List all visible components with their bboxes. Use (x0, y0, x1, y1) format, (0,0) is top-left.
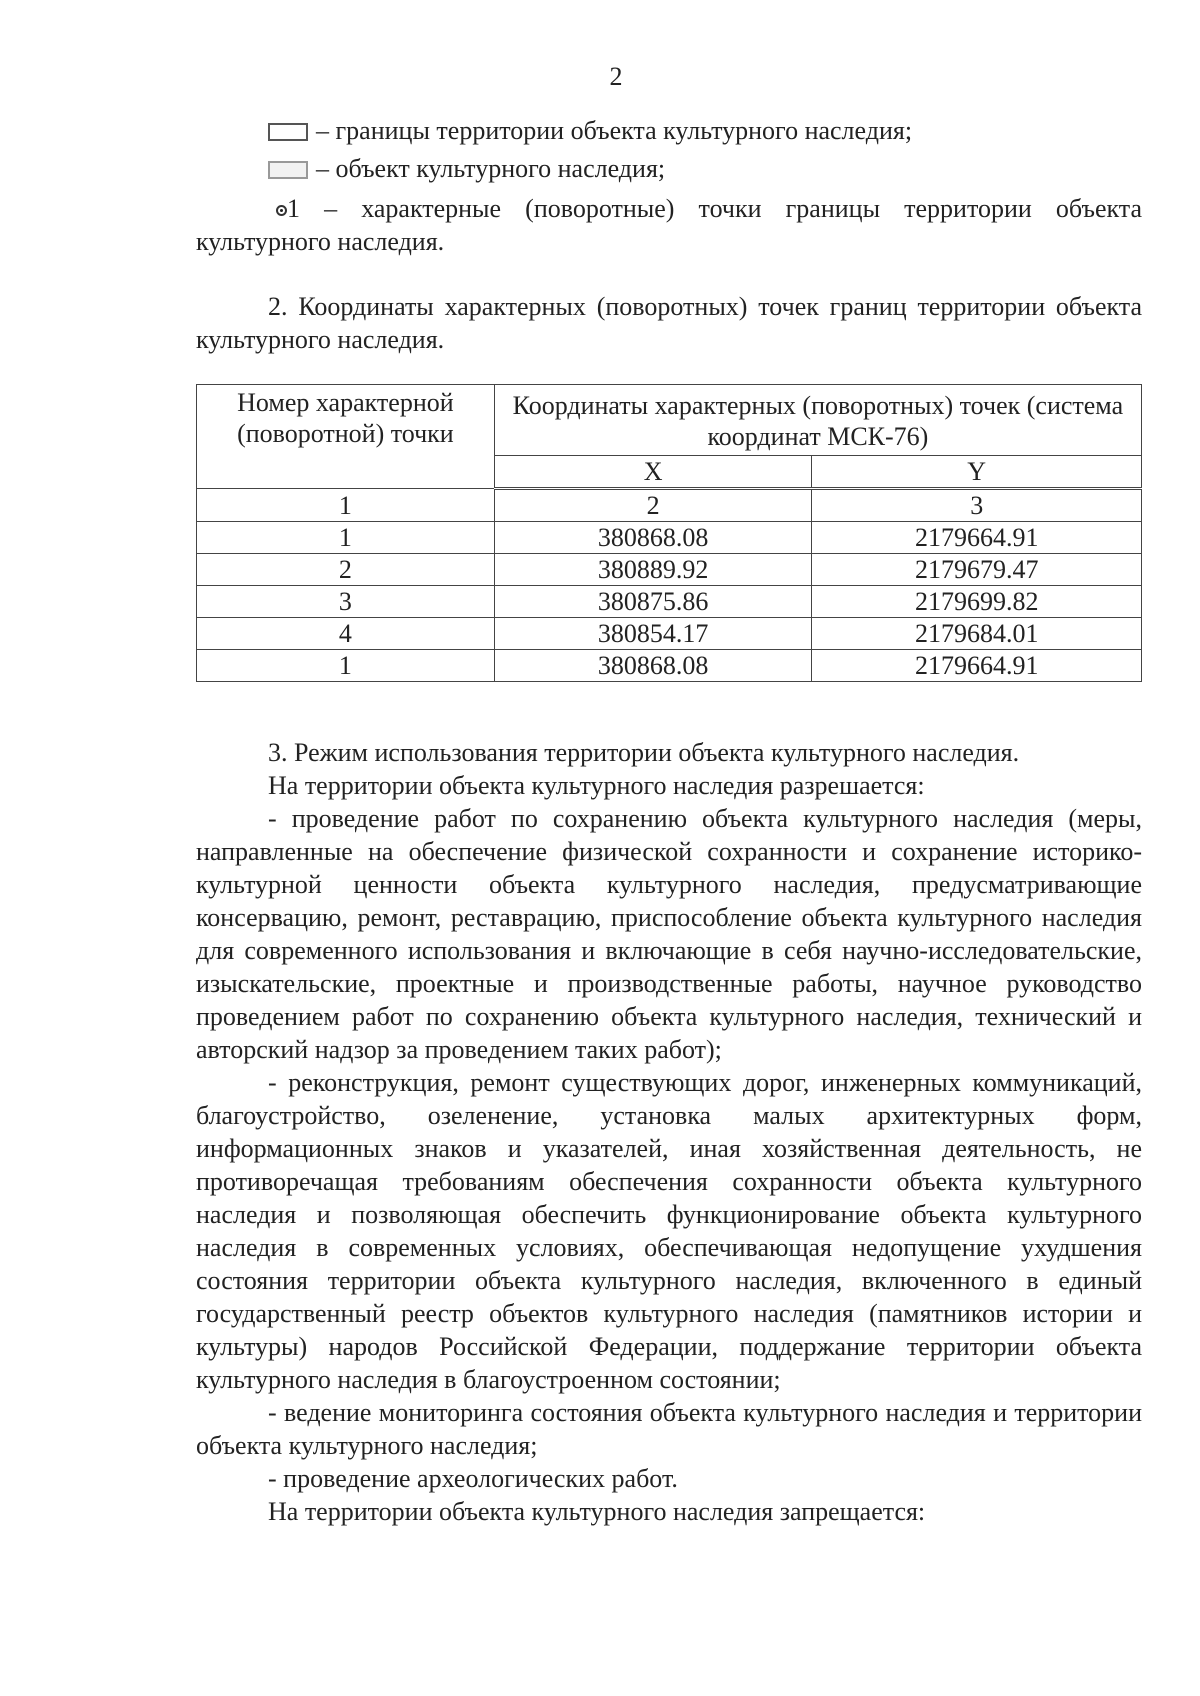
x-coordinate-cell: 380889.92 (494, 554, 812, 586)
x-coordinate-cell: 380875.86 (494, 586, 812, 618)
forbidden-intro: На территории объекта культурного наследия запрещается: (268, 1497, 926, 1526)
allowed-item: - проведение археологических работ. (268, 1464, 678, 1493)
section-3-heading: 3. Режим использования территории объекта культурного наследия. (268, 738, 1020, 767)
y-coordinate-cell: 2179684.01 (812, 618, 1142, 650)
section-2-heading: 2. Координаты характерных (поворотных) точек границ территории объекта культурного наследия. (196, 292, 1142, 354)
legend-boundary (196, 114, 1142, 147)
y-coordinate-cell: 2179664.91 (812, 650, 1142, 682)
allowed-item: - ведение мониторинга состояния объекта культурного наследия и территории объекта культурного наследия; (196, 1398, 1142, 1460)
point-number-cell: 2 (197, 554, 495, 586)
table-numbering-row (197, 489, 1142, 522)
table-row (197, 618, 1142, 650)
x-coordinate-cell: 380868.08 (494, 650, 812, 682)
col-header-x: X (494, 456, 812, 489)
legend-point-text: – характерные (поворотные) точки границы территории объекта культурного наследия. (196, 194, 1142, 256)
table-cell: 3 (812, 489, 1142, 522)
y-coordinate-cell: 2179679.47 (812, 554, 1142, 586)
table-row (197, 586, 1142, 618)
x-coordinate-cell: 380854.17 (494, 618, 812, 650)
object-swatch-icon (268, 161, 308, 179)
point-number-cell: 1 (197, 522, 495, 554)
x-coordinate-cell: 380868.08 (494, 522, 812, 554)
legend-point (196, 192, 1142, 258)
allowed-item: - проведение работ по сохранению объекта культурного наследия (меры, направленные на обеспечение физической сохранности и сохранение историко-культурной ценности объекта культурного наследия, предусматривающие консервацию, ремонт, реставрацию, приспособление объекта культурного наследия для современного использования и включающие в себя научно-исследовательские, изыскательские, проектные и производственные работы, научное руководство проведением работ по сохранению объекта культурного наследия, технический и авторский надзор за проведением таких работ); (196, 804, 1142, 1064)
table-cell: 2 (494, 489, 812, 522)
legend-object-text: – объект культурного наследия; (316, 154, 666, 183)
table-cell: 1 (197, 489, 495, 522)
col-header-point-number: Номер характерной (поворотной) точки (197, 385, 495, 489)
point-number-cell: 4 (197, 618, 495, 650)
table-row (197, 650, 1142, 682)
section-3 (196, 736, 1142, 1528)
point-number-cell: 1 (197, 650, 495, 682)
table-row (197, 554, 1142, 586)
boundary-swatch-icon (268, 123, 308, 141)
y-coordinate-cell: 2179664.91 (812, 522, 1142, 554)
legend-point-label: 1 (287, 194, 300, 223)
legend-boundary-text: – границы территории объекта культурного наследия; (316, 116, 913, 145)
y-coordinate-cell: 2179699.82 (812, 586, 1142, 618)
allowed-intro: На территории объекта культурного наследия разрешается: (268, 771, 925, 800)
col-header-coordinates: Координаты характерных (поворотных) точек (система координат МСК-76) (494, 385, 1141, 456)
legend-object (196, 152, 1142, 185)
turning-point-icon (276, 205, 287, 216)
table-row (197, 522, 1142, 554)
coordinates-table (196, 384, 1142, 682)
point-number-cell: 3 (197, 586, 495, 618)
allowed-item: - реконструкция, ремонт существующих дорог, инженерных коммуникаций, благоустройство, озеленение, установка малых архитектурных форм, информационных знаков и указателей, иная хозяйственная деятельность, не противоречащая требованиям обеспечения сохранности объекта культурного наследия и позволяющая обеспечить функционирование объекта культурного наследия в современных условиях, обеспечивающая недопущение ухудшения состояния территории объекта культурного наследия, включенного в единый государственный реестр объектов культурного наследия (памятников истории и культуры) народов Российской Федерации, поддержание территории объекта культурного наследия в благоустроенном состоянии; (196, 1068, 1142, 1394)
col-header-y: Y (812, 456, 1142, 489)
page-number: 2 (609, 62, 623, 91)
